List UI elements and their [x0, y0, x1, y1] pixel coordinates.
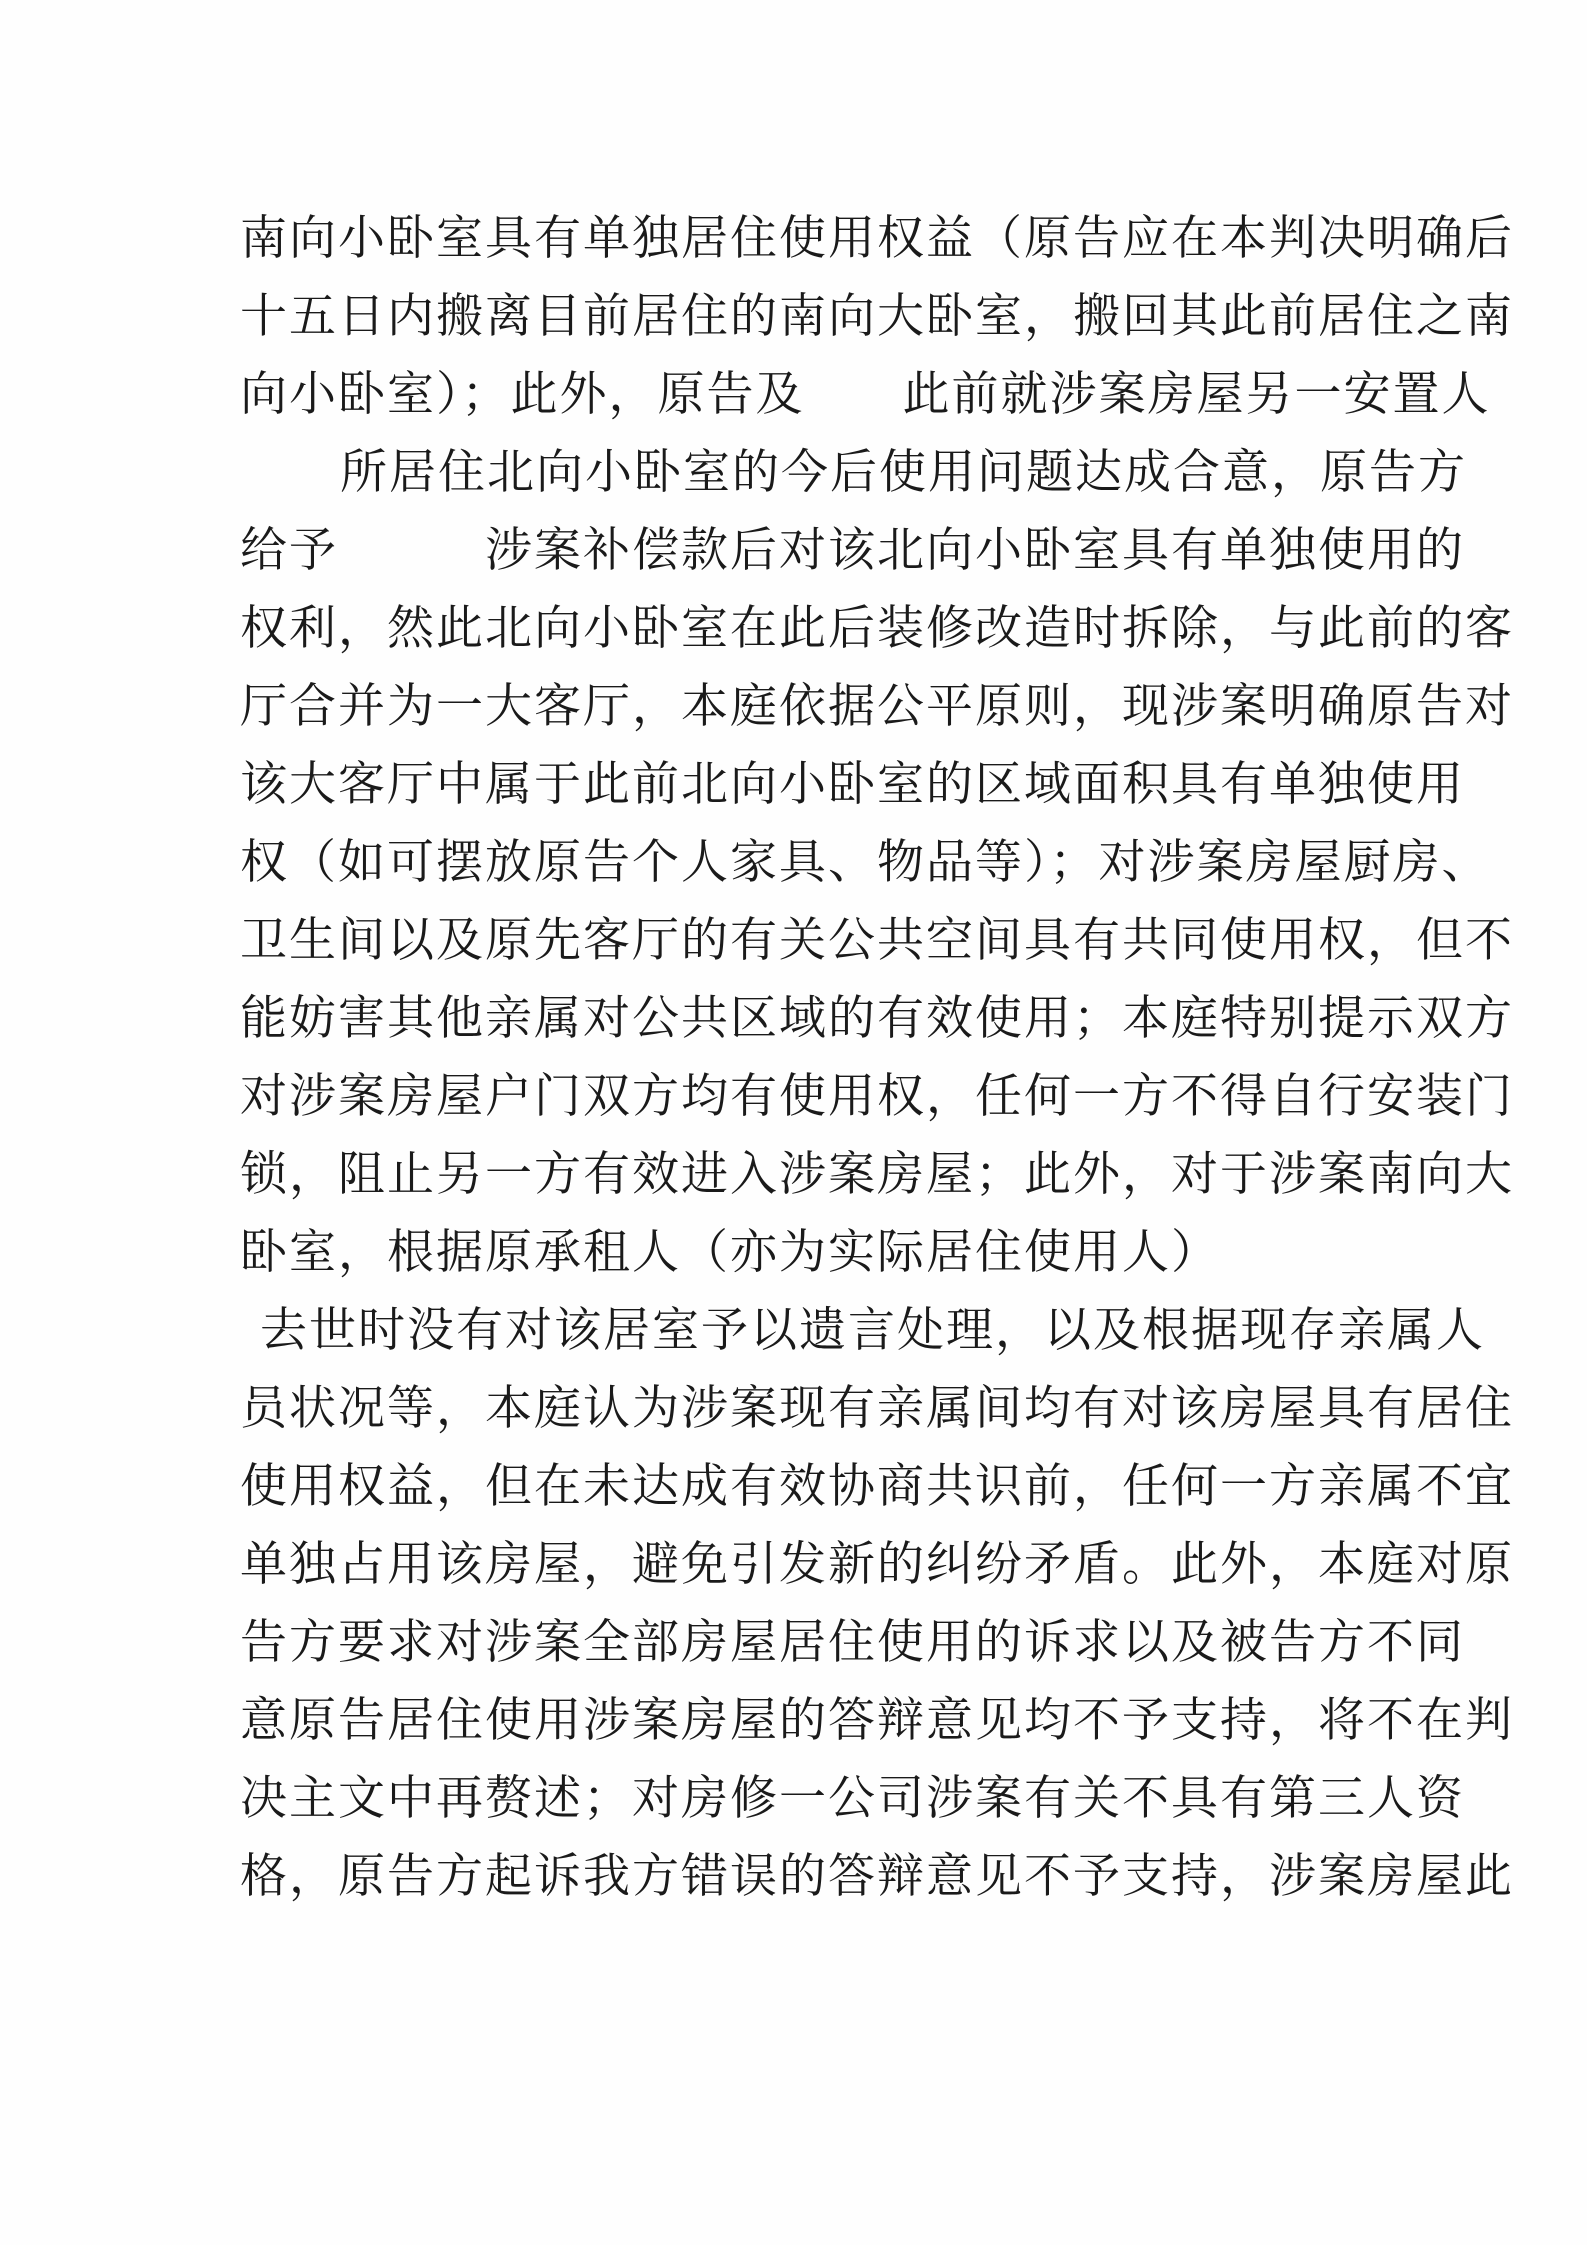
text-line-22: 格，原告方起诉我方错误的答辩意见不予支持，涉案房屋此	[240, 1849, 1514, 1904]
judgment-text	[240, 200, 1514, 1916]
text-line-8: 该大客厅中属于此前北向小卧室的区域面积具有单独使用	[240, 757, 1465, 812]
text-line-19: 告方要求对涉案全部房屋居住使用的诉求以及被告方不同	[240, 1615, 1465, 1670]
text-line-3: 向小卧室）；此外，原告及 此前就涉案房屋另一安置人	[240, 367, 1491, 422]
text-line-2: 十五日内搬离目前居住的南向大卧室，搬回其此前居住之南	[240, 289, 1514, 344]
text-line-17: 使用权益，但在未达成有效协商共识前，任何一方亲属不宜	[240, 1459, 1514, 1514]
text-line-5: 给予 涉案补偿款后对该北向小卧室具有单独使用的	[240, 523, 1465, 578]
text-line-10: 卫生间以及原先客厅的有关公共空间具有共同使用权，但不	[240, 913, 1514, 968]
text-line-1: 南向小卧室具有单独居住使用权益（原告应在本判决明确后	[240, 211, 1514, 266]
text-line-18: 单独占用该房屋，避免引发新的纠纷矛盾。此外，本庭对原	[240, 1537, 1514, 1592]
text-line-14: 卧室，根据原承租人（亦为实际居住使用人）	[240, 1225, 1220, 1280]
text-line-9: 权（如可摆放原告个人家具、物品等）；对涉案房屋厨房、	[240, 835, 1491, 890]
text-line-15: 去世时没有对该居室予以遗言处理，以及根据现存亲属人	[260, 1303, 1485, 1358]
text-line-16: 员状况等，本庭认为涉案现有亲属间均有对该房屋具有居住	[240, 1381, 1514, 1436]
text-line-4: 所居住北向小卧室的今后使用问题达成合意，原告方	[340, 445, 1467, 500]
text-line-6: 权利，然此北向小卧室在此后装修改造时拆除，与此前的客	[240, 601, 1514, 656]
text-line-13: 锁，阻止另一方有效进入涉案房屋；此外，对于涉案南向大	[240, 1147, 1514, 1202]
text-line-20: 意原告居住使用涉案房屋的答辩意见均不予支持，将不在判	[240, 1693, 1514, 1748]
text-line-11: 能妨害其他亲属对公共区域的有效使用；本庭特别提示双方	[240, 991, 1514, 1046]
text-line-7: 厅合并为一大客厅，本庭依据公平原则，现涉案明确原告对	[240, 679, 1514, 734]
text-line-21: 决主文中再赘述；对房修一公司涉案有关不具有第三人资	[240, 1771, 1465, 1826]
text-line-12: 对涉案房屋户门双方均有使用权，任何一方不得自行安装门	[240, 1069, 1514, 1124]
